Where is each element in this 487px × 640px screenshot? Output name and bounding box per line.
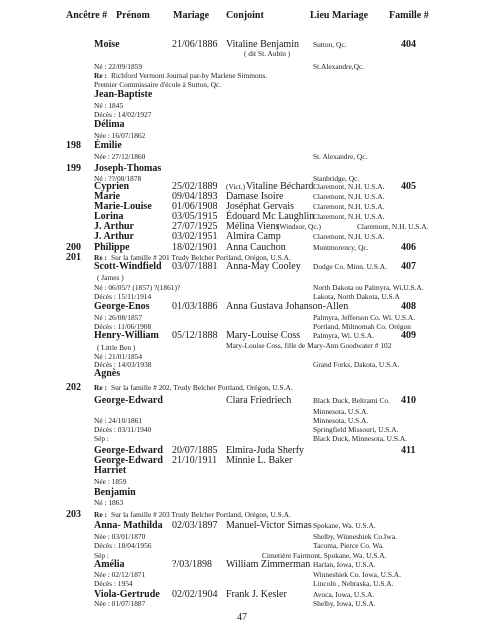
spouse-note: Mary-Louise Coss, fille de Mary-Ann Goodwater # 102 [226, 341, 392, 350]
family-number: 404 [401, 39, 416, 50]
marriage-place: Grand Forks, Dakota, U.S.A. [313, 360, 400, 369]
person-name: Marie-Louise [94, 201, 152, 212]
spouse-prefix: (Vict.) [226, 182, 246, 191]
marriage-date: 20/07/1885 [172, 445, 218, 456]
spouse-name: Manuel-Victor Simas [226, 520, 312, 531]
marriage-place: Palmyra, Wi. U.S.A. [313, 331, 374, 340]
person-name: Benjamin [94, 487, 136, 498]
life-event-note: Décès : 14/02/1927 [94, 110, 152, 119]
marriage-place: Lincoln , Nebraska, U.S.A. [313, 579, 394, 588]
marriage-date: 01/06/1908 [172, 201, 218, 212]
life-event-note: Né : 06/05/? (1857) ?(1861)? [94, 283, 181, 292]
family-number: 407 [401, 261, 416, 272]
marriage-place: St. Alexandre, Qc. [313, 152, 368, 161]
person-name: Harriet [94, 465, 127, 476]
life-event-note: Né : 22/09/1859 [94, 62, 143, 71]
marriage-place: Shelby, Winneshiek Co.Iwa. [313, 532, 397, 541]
spouse-alias: ( dit St. Aubin ) [244, 49, 291, 58]
marriage-place: Palmyra, Jefferson Co. Wi. U.S.A. [313, 313, 416, 322]
person-nickname: ( James ) [97, 273, 124, 282]
ancestor-number: 198 [66, 140, 81, 151]
spouse-name: Anna Cauchon [226, 242, 286, 253]
header-conjoint: Conjoint [226, 10, 264, 21]
life-event-note: Née : 1859 [94, 477, 127, 486]
person-name: Scott-Windfield [94, 261, 162, 272]
re-label: Re : [94, 383, 107, 392]
family-number: 411 [401, 445, 416, 456]
marriage-date: 03/02/1951 [172, 231, 218, 242]
life-event-note: Né : 1863 [94, 498, 124, 507]
marriage-place: Minnesota, U.S.A. [313, 407, 369, 416]
marriage-place: Winneshiek Co. Iowa, U.S.A. [313, 570, 401, 579]
life-event-note: Décès : 14/03/1938 [94, 360, 152, 369]
person-name: Agnès [94, 368, 121, 379]
marriage-date: ?/03/1898 [172, 559, 212, 570]
person-name: Cyprien [94, 181, 129, 192]
re-label: Re : [94, 253, 107, 262]
person-name: George-Enos [94, 301, 150, 312]
marriage-date: 01/03/1886 [172, 301, 218, 312]
marriage-place: Claremont, N.H. U.S.A. [313, 232, 385, 241]
ancestor-number: 200 [66, 242, 81, 253]
person-name: Joseph-Thomas [94, 163, 162, 174]
life-event-note: Décès : 18/04/1956 [94, 541, 152, 550]
re-label: Re : [94, 510, 107, 519]
re-note: Richford Vermont Journal par-by Marlene Simmons. [111, 71, 268, 80]
life-event-note: Né : 21/01/1854 [94, 352, 143, 361]
spouse-name: Édouard Mc Laughlin [226, 211, 315, 222]
spouse-name: Mary-Louise Coss [226, 330, 301, 341]
re-note: Sur la famille # 201 Trudy Belcher Portland, Orégon, U.S.A. [111, 253, 291, 262]
family-number: 408 [401, 301, 416, 312]
person-name: Délima [94, 119, 125, 130]
person-name: Jean-Baptiste [94, 89, 153, 100]
marriage-place: Avoca, Iowa, U.S.A. [313, 590, 375, 599]
family-number: 406 [401, 242, 416, 253]
life-event-note: Sép : [94, 434, 109, 443]
marriage-place: Portland, Miltnomah Co. Orégon [313, 322, 411, 331]
marriage-place: Dodge Co. Minn. U.S.A. [313, 262, 387, 271]
ancestor-number: 201 [66, 252, 81, 263]
spouse-name: Damase Isoire [226, 191, 284, 202]
person-nickname: ( Little Ben ) [97, 343, 136, 352]
family-number: 409 [401, 330, 416, 341]
ancestor-number: 203 [66, 509, 81, 520]
header-prenom: Prénom [116, 10, 150, 21]
life-event-note: Décès : 1954 [94, 579, 133, 588]
marriage-date: 27/07/1925 [172, 221, 218, 232]
person-name: J. Arthur [94, 231, 134, 242]
person-name: Philippe [94, 242, 130, 253]
spouse-name: Vitaline Benjamin [226, 39, 299, 50]
person-name: Amélia [94, 559, 125, 570]
marriage-place: Tacoma, Pierce Co. Wa. [313, 541, 384, 550]
marriage-date: 03/07/1881 [172, 261, 218, 272]
header-lieu-mariage: Lieu Mariage [310, 10, 369, 21]
re-note: Sur la famille # 202, Trudy Belcher Portland, Orégon, U.S.A. [111, 383, 293, 392]
marriage-place: Claremont, N.H. U.S.A. [357, 222, 429, 231]
life-event-note: Né : 24/10/1861 [94, 416, 143, 425]
marriage-place: Spokane, Wa. U.S.A. [313, 521, 376, 530]
spouse-name: Anna-May Cooley [226, 261, 301, 272]
person-name: J. Arthur [94, 221, 134, 232]
person-name: George-Edward [94, 395, 163, 406]
marriage-place: Black Duck, Minnesota, U.S.A. [313, 434, 408, 443]
life-event-note: Décès : 11/06/1908 [94, 322, 152, 331]
marriage-place: Cimetière Fairmont, Spokane, Wa. U.S.A. [262, 551, 387, 560]
marriage-date: 21/10/1911 [172, 455, 218, 466]
spouse-name: Vitaline Béchard [246, 181, 314, 192]
life-event-note: Née : 27/12/1860 [94, 152, 146, 161]
marriage-place: Sutton, Qc. [313, 40, 347, 49]
header-ancetre: Ancêtre # [66, 10, 108, 21]
life-event-note: Né : 26/08/1857 [94, 313, 143, 322]
header-mariage: Mariage [173, 10, 210, 21]
marriage-place: Springfield Missouri, U.S.A. [313, 425, 399, 434]
marriage-date: 21/06/1886 [172, 39, 218, 50]
ancestor-number: 199 [66, 163, 81, 174]
re-note: Sur la famille # 203 Trudy Belcher Portland, Orégon, U.S.A. [111, 510, 291, 519]
person-name: Lorina [94, 211, 124, 222]
life-event-note: Premier Commissaire d'école à Sutton, Qc. [94, 80, 222, 89]
marriage-date: 09/04/1893 [172, 191, 218, 202]
spouse-origin: (Windsor, Qc.) [277, 222, 321, 231]
person-name: George-Edward [94, 455, 163, 466]
life-event-note: Décès : 03/11/1940 [94, 425, 152, 434]
marriage-place: Claremont, N.H. U.S.A. [313, 182, 385, 191]
life-event-note: Né : ??/08/1878 [94, 174, 142, 183]
marriage-date: 02/03/1897 [172, 520, 218, 531]
person-name: Moïse [94, 39, 120, 50]
life-event-note: Née : 03/01/1870 [94, 532, 146, 541]
marriage-place: Black Duck, Beltrami Co. [313, 396, 390, 405]
marriage-date: 02/02/1904 [172, 589, 218, 600]
marriage-place: St.Alexandre,Qc. [313, 62, 365, 71]
marriage-place: North Dakota ou Palmyra, Wi.U.S.A. [313, 283, 424, 292]
marriage-date: 03/05/1915 [172, 211, 218, 222]
life-event-note: Né : 1845 [94, 101, 124, 110]
marriage-place: Minnesota, U.S.A. [313, 416, 369, 425]
marriage-place: Montmorency, Qc. [313, 243, 369, 252]
marriage-place: Lakota, North Dakota, U.S.A [313, 292, 400, 301]
life-event-note: Décès : 15/11/1914 [94, 292, 152, 301]
life-event-note: Née : 16/07/1862 [94, 131, 146, 140]
person-name: George-Edward [94, 445, 163, 456]
spouse-name: Frank J. Kesler [226, 589, 287, 600]
life-event-note: Née : 01/07/1887 [94, 599, 146, 608]
marriage-date: 18/02/1901 [172, 242, 218, 253]
ancestor-number: 202 [66, 382, 81, 393]
spouse-name: Elmira-Juda Sherfy [226, 445, 305, 456]
header-famille: Famille # [389, 10, 429, 21]
marriage-place: Claremont, N.H. U.S.A. [313, 202, 385, 211]
person-name: Anna- Mathilda [94, 520, 163, 531]
re-label: Re : [94, 71, 107, 80]
spouse-name: Clara Friedriech [226, 395, 292, 406]
spouse-name: Almira Camp [226, 231, 281, 242]
marriage-date: 25/02/1889 [172, 181, 218, 192]
spouse-name: Anna Gustava Johanson-Allen [226, 301, 349, 312]
marriage-place: Claremont, N.H. U.S.A. [313, 212, 385, 221]
marriage-place: Stanbridge, Qc. [313, 174, 360, 183]
spouse-name: William Zimmerman [226, 559, 311, 570]
page-number: 47 [237, 612, 247, 623]
life-event-note: Sép : [94, 551, 109, 560]
person-name: Henry-William [94, 330, 159, 341]
spouse-name: Joséphat Gervais [226, 201, 295, 212]
marriage-place: Shelby, Iowa, U.S.A. [313, 599, 376, 608]
person-name: Marie [94, 191, 121, 202]
family-number: 410 [401, 395, 416, 406]
person-name: Émilie [94, 140, 122, 151]
life-event-note: Née : 02/12/1871 [94, 570, 146, 579]
marriage-place: Harlan, Iowa, U.S.A. [313, 560, 376, 569]
spouse-name: Mélina Viens [226, 221, 280, 232]
spouse-name: Minnie L. Baker [226, 455, 293, 466]
family-number: 405 [401, 181, 416, 192]
marriage-date: 05/12/1888 [172, 330, 218, 341]
marriage-place: Claremont, N.H. U.S.A. [313, 192, 385, 201]
person-name: Viola-Gertrude [94, 589, 160, 600]
